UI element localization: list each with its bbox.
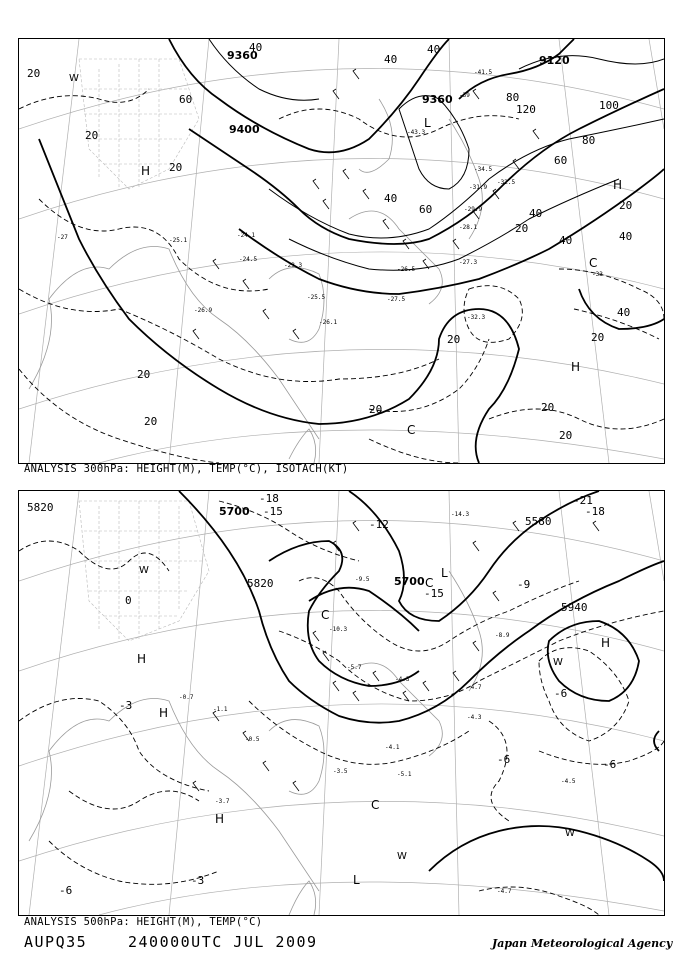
- temp-observation: -27.5: [387, 296, 406, 303]
- temp-observation: -27: [57, 234, 68, 241]
- isotach-label: 100: [599, 99, 619, 112]
- chart-id: AUPQ35: [24, 933, 88, 951]
- isotach-label: 60: [419, 203, 433, 216]
- isotach-label: 20: [369, 403, 383, 416]
- isotach-label: 40: [619, 230, 633, 243]
- temp-observation: -8.9: [495, 632, 510, 639]
- isotach-label: 20: [515, 222, 529, 235]
- isotherm-label: -3: [191, 874, 205, 887]
- map-panel-500hpa: [18, 490, 665, 916]
- temp-observation: -3.5: [333, 768, 348, 775]
- isotach-label: 20: [169, 161, 183, 174]
- isotherm-label: -6: [497, 753, 511, 766]
- height-label: 5820: [27, 501, 54, 514]
- map-panel-300hpa: [18, 38, 665, 464]
- temp-observation: -9.5: [355, 576, 370, 583]
- temp-observation: -4.3: [467, 714, 482, 721]
- pressure-center: C: [589, 256, 598, 270]
- isotach-label: 120: [516, 103, 536, 116]
- isotherm-label: -18: [259, 492, 279, 505]
- isotach-label: 20: [137, 368, 151, 381]
- temp-observation: -23.3: [284, 262, 303, 269]
- pressure-center: H: [141, 164, 151, 178]
- pressure-center: W: [565, 828, 575, 839]
- height-label: 5580: [525, 515, 552, 528]
- temp-observation: -24.1: [237, 232, 256, 239]
- temp-observation: -26.9: [194, 307, 213, 314]
- temp-observation: -3.7: [215, 798, 230, 805]
- pressure-center: L: [424, 116, 431, 130]
- isotherm-label: -15: [424, 587, 444, 600]
- agency-name: Japan Meteorological Agency: [492, 937, 673, 950]
- isotherms: [19, 89, 664, 463]
- isotherm-label: -15: [263, 505, 283, 518]
- isotach-label: 20: [27, 67, 41, 80]
- chart-caption-300hpa: ANALYSIS 300hPa: HEIGHT(M), TEMP(°C), ISOTACH(KT): [24, 463, 349, 475]
- pressure-center: H: [601, 636, 611, 650]
- isotach-label: 40: [529, 207, 543, 220]
- isotherm-label: -6: [554, 687, 568, 700]
- temp-observation: -32.5: [497, 179, 516, 186]
- pressure-center: C: [407, 423, 416, 437]
- temp-observation: -29.9: [464, 206, 483, 213]
- temp-observation: -28.1: [459, 224, 478, 231]
- isotach-label: 80: [506, 91, 520, 104]
- temp-observation: -10.3: [329, 626, 348, 633]
- pressure-center: L: [353, 873, 360, 887]
- temp-observation: -26.1: [319, 319, 338, 326]
- pressure-center: C: [321, 608, 330, 622]
- temp-observation: -43.3: [407, 129, 426, 136]
- isotach-label: 60: [554, 154, 568, 167]
- pressure-center: L: [441, 566, 448, 580]
- temp-observation: -24.5: [239, 256, 258, 263]
- isotach-label: 40: [427, 43, 441, 56]
- isotach-label: 40: [384, 53, 398, 66]
- map-500hpa-svg: [19, 491, 664, 915]
- isotach-label: 20: [85, 129, 99, 142]
- pressure-center: H: [159, 706, 169, 720]
- temp-observation: -34.5: [474, 166, 493, 173]
- pressure-center: W: [397, 851, 407, 862]
- chart-caption-500hpa: ANALYSIS 500hPa: HEIGHT(M), TEMP(°C): [24, 916, 263, 928]
- pressure-center: H: [571, 360, 581, 374]
- temp-observation: -4.1: [385, 744, 400, 751]
- temp-observation: -25.1: [169, 237, 188, 244]
- height-contours: [179, 491, 664, 881]
- height-label: 5700: [219, 505, 250, 518]
- temp-observation: -25.5: [307, 294, 326, 301]
- isotherm-label: -18: [585, 505, 605, 518]
- isotherm-label: -12: [369, 518, 389, 531]
- height-label: 9400: [229, 123, 260, 136]
- temp-observation: -32.3: [467, 314, 486, 321]
- isotherm-label: -9: [517, 578, 531, 591]
- temp-observation: -5.7: [347, 664, 362, 671]
- pressure-center: H: [215, 812, 225, 826]
- pressure-center: W: [69, 73, 79, 84]
- isotherm-label: 0: [125, 594, 132, 607]
- height-label: 5820: [247, 577, 274, 590]
- pressure-center: C: [371, 798, 380, 812]
- map-300hpa-svg: [19, 39, 664, 463]
- temp-observation: -4.7: [467, 684, 482, 691]
- isotherm-label: -6: [59, 884, 73, 897]
- coastlines: [29, 571, 482, 915]
- temp-observation: -5.1: [397, 771, 412, 778]
- temp-observation: -0.5: [245, 736, 260, 743]
- isotach-label: 60: [179, 93, 193, 106]
- temp-observation: -41.5: [474, 69, 493, 76]
- pressure-center: W: [553, 657, 563, 668]
- height-label: 5940: [561, 601, 588, 614]
- isotach-label: 20: [591, 331, 605, 344]
- temp-observation: -33: [592, 271, 603, 278]
- isotach-label: 20: [144, 415, 158, 428]
- wind-barbs: [193, 69, 539, 339]
- height-label: 9120: [539, 54, 570, 67]
- pressure-center: W: [139, 565, 149, 576]
- isotherm-label: -6: [603, 758, 617, 771]
- temp-observation: -31.9: [469, 184, 488, 191]
- height-contours: [39, 39, 664, 463]
- temp-observation: -4.3: [395, 676, 410, 683]
- isotach-label: 40: [617, 306, 631, 319]
- temp-observation: -0.7: [179, 694, 194, 701]
- pressure-center: C: [425, 576, 434, 590]
- isotherm-label: -3: [119, 699, 133, 712]
- temp-observation: -26.5: [397, 266, 416, 273]
- temp-observation: -27.3: [459, 259, 478, 266]
- isotach-label: 40: [384, 192, 398, 205]
- valid-time: 240000UTC JUL 2009: [128, 933, 318, 951]
- isotach-label: 40: [559, 234, 573, 247]
- temp-observation: -4.5: [561, 778, 576, 785]
- height-label: 9360: [422, 93, 453, 106]
- temp-observation: -14.3: [451, 511, 470, 518]
- height-label: 9360: [227, 49, 258, 62]
- temp-observation: -1.1: [213, 706, 228, 713]
- height-label: 5700: [394, 575, 425, 588]
- isotach-label: 20: [541, 401, 555, 414]
- isotherm-label: -21: [573, 494, 593, 507]
- pressure-center: H: [613, 178, 623, 192]
- pressure-center: H: [137, 652, 147, 666]
- isotach-label: 20: [447, 333, 461, 346]
- isotach-label: 40: [249, 41, 263, 54]
- temp-observation: -39: [459, 92, 470, 99]
- isotach-label: 20: [559, 429, 573, 442]
- isotach-label: 20: [619, 199, 633, 212]
- isotach-label: 80: [582, 134, 596, 147]
- temp-observation: -4.7: [497, 888, 512, 895]
